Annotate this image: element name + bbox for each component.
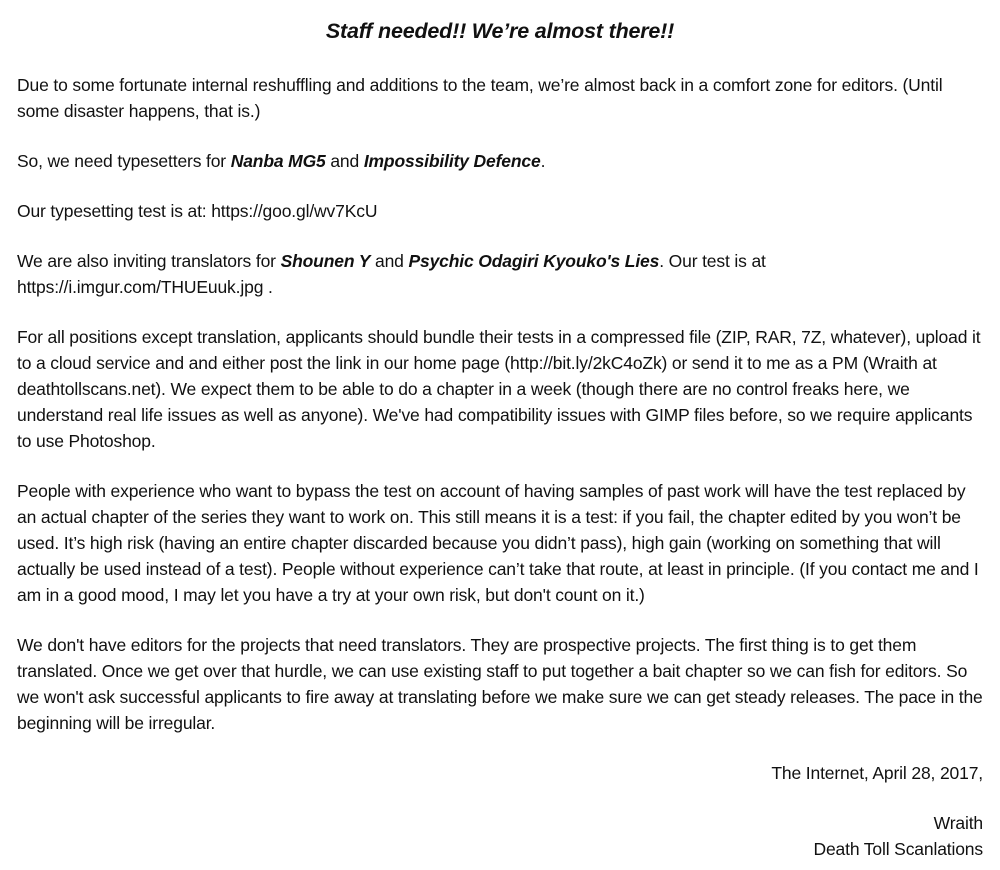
paragraph [17,198,983,224]
series-title: Shounen Y [280,251,371,271]
closing-block [17,760,983,862]
paragraph [17,324,983,454]
dateline: The Internet, April 28, 2017, [771,763,983,783]
paragraph [17,478,983,608]
series-title: Nanba MG5 [230,151,326,171]
text-run: Our typesetting test is at: https://goo.gl/wv7KcU [17,201,378,221]
text-run: So, we need typesetters for [17,151,231,171]
paragraph [17,632,983,736]
series-title: Psychic Odagiri Kyouko's Lies [408,251,660,271]
signature-block [17,810,983,862]
text-run: We are also inviting translators for [17,251,281,271]
text-run: We don't have editors for the projects that need translators. They are prospective projects. The first thing is to get them translated. Once we get over that hurdle, we can use existing staff to put together a bait chapter so we can fish for editors. So we won't ask successful applicants to fire away at translating before we make sure we can get steady releases. The pace in the beginning will be irregular. [17,635,983,733]
announcement-body [17,72,983,736]
text-run: . [540,151,546,171]
text-run: For all positions except translation, applicants should bundle their tests in a compressed file (ZIP, RAR, 7Z, whatever), upload it to a cloud service and and either post the link in our home page (http://bit.ly/2kC4oZk) or send it to me as a PM (Wraith at deathtollscans.net). We expect them to be able to do a chapter in a week (though there are no control freaks here, we understand real life issues as well as anyone). We've had compatibility issues with GIMP files before, so we require applicants to use Photoshop. [17,327,981,451]
paragraph [17,148,983,174]
text-run: and [325,151,364,171]
paragraph [17,248,983,300]
text-run: . Our test is at https://i.imgur.com/THUEuuk.jpg . [17,251,766,297]
signature-org: Death Toll Scanlations [813,839,983,859]
text-run: People with experience who want to bypass the test on account of having samples of past work will have the test replaced by an actual chapter of the series they want to work on. This still means it is a test: if you fail, the chapter edited by you won’t be used. It’s high risk (having an entire chapter discarded because you didn’t pass), high gain (working on something that will actually be used instead of a test). People without experience can’t take that route, at least in principle. (If you contact me and I am in a good mood, I may let you have a try at your own risk, but don't count on it.) [17,481,979,605]
series-title: Impossibility Defence [363,151,541,171]
text-run: and [370,251,409,271]
paragraph [17,72,983,124]
text-run: Due to some fortunate internal reshuffling and additions to the team, we’re almost back in a comfort zone for editors. (Until some disaster happens, that is.) [17,75,943,121]
signature-name: Wraith [933,813,983,833]
page-title: Staff needed!! We’re almost there!! [325,19,675,43]
